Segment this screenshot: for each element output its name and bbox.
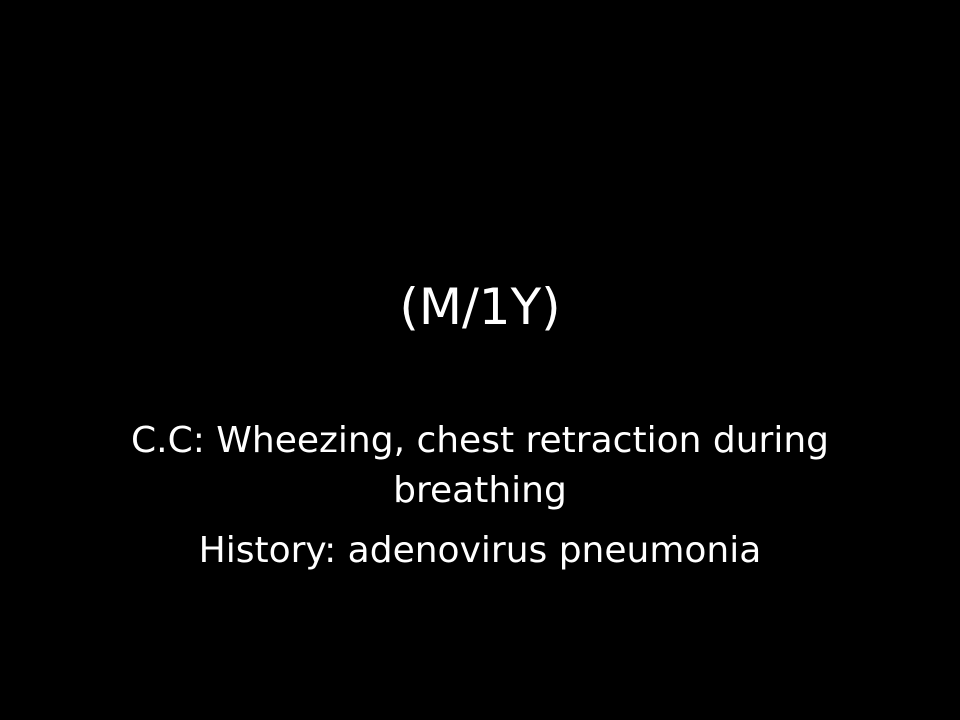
- chief-complaint-line: C.C: Wheezing, chest retraction during breathing: [131, 420, 829, 511]
- history-line: History: adenovirus pneumonia: [198, 530, 762, 571]
- slide-title: (M/1Y): [399, 278, 561, 336]
- slide-body: [120, 416, 840, 576]
